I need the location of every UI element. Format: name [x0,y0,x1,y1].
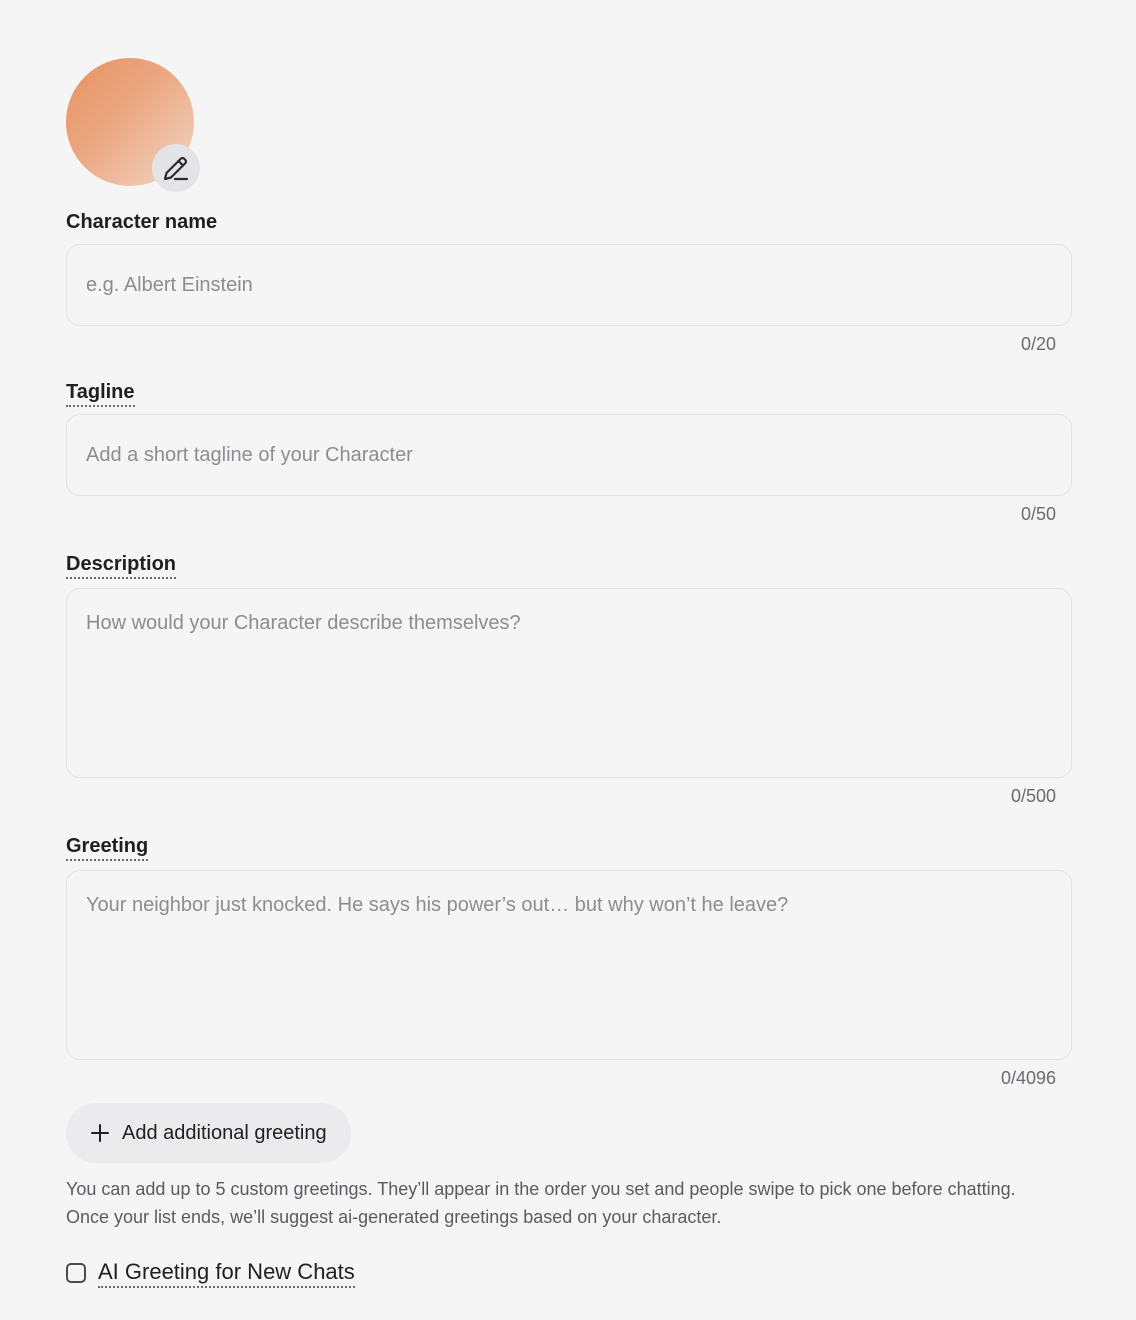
ai-greeting-toggle[interactable] [66,1258,355,1288]
character-name-input[interactable] [66,244,1072,326]
description-textarea[interactable] [66,588,1072,778]
description-label[interactable]: Description [66,552,176,579]
greeting-counter: 0/4096 [1000,1068,1056,1088]
avatar-edit-button[interactable] [152,144,200,192]
tagline-input[interactable] [66,414,1072,496]
greeting-help-text: You can add up to 5 custom greetings. They’ll appear in the order you set and people swipe to pick one before chatting. Once your list ends, we’ll suggest ai-generated greetings based on your character. [66,1179,1016,1227]
add-greeting-button[interactable] [66,1103,351,1163]
greeting-label[interactable]: Greeting [66,834,148,861]
greeting-textarea[interactable] [66,870,1072,1060]
tagline-counter: 0/50 [1020,504,1056,524]
tagline-label[interactable]: Tagline [66,380,135,407]
character-name-counter: 0/20 [1020,334,1056,354]
description-counter: 0/500 [1010,786,1056,806]
ai-greeting-checkbox[interactable] [66,1263,86,1283]
pencil-icon [161,153,191,183]
plus-icon [90,1123,110,1143]
ai-greeting-label[interactable]: AI Greeting for New Chats [98,1258,355,1288]
avatar-section [66,58,202,194]
character-name-label: Character name [66,211,218,233]
add-greeting-label: Add additional greeting [122,1121,327,1144]
